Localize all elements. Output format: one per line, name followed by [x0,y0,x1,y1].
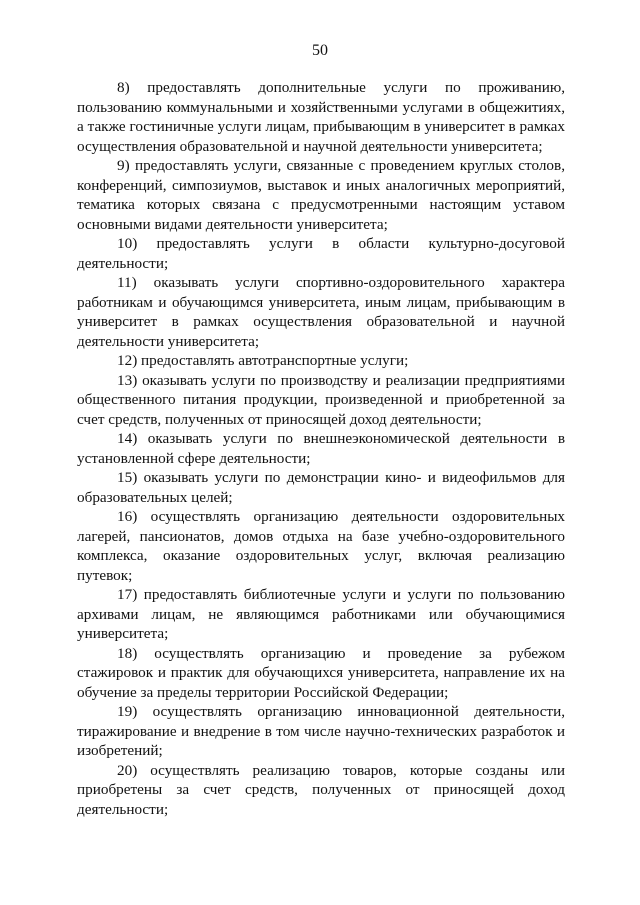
list-item: 16) осуществлять организацию деятельности оздоровительных лагерей, пансионатов, домов отдыха на базе учебно-оздоровительного комплекса, оказание оздоровительных услуг, включая реализацию путевок; [77,508,565,584]
list-item: 20) осуществлять реализацию товаров, которые созданы или приобретены за счет средств, полученных от приносящей доход деятельности; [77,761,565,818]
list-item: 14) оказывать услуги по внешнеэкономической деятельности в установленной сфере деятельности; [77,430,565,467]
page-number: 50 [312,42,328,59]
list-item: 10) предоставлять услуги в области культурно-досуговой деятельности; [77,235,565,272]
list-item: 19) осуществлять организацию инновационной деятельности, тиражирование и внедрение в том числе научно-технических разработок и изобретений; [77,703,565,759]
list-item: 8) предоставлять дополнительные услуги по проживанию, пользованию коммунальными и хозяйственными услугами в общежитиях, а также гостиничные услуги лицам, прибывающим в университет в рамках осуществления образовательной и научной деятельности университета; [77,79,565,155]
list-item: 17) предоставлять библиотечные услуги и услуги по пользованию архивами лицам, не являющимся работниками или обучающимися университета; [77,586,565,642]
list-item: 15) оказывать услуги по демонстрации кино- и видеофильмов для образовательных целей; [77,469,565,506]
document-body [77,78,565,819]
list-item: 9) предоставлять услуги, связанные с проведением круглых столов, конференций, симпозиумов, выставок и иных аналогичных мероприятий, тематика которых связана с предусмотренными настоящим уставом основными видами деятельности университета; [77,157,565,233]
list-item: 11) оказывать услуги спортивно-оздоровительного характера работникам и обучающимся университета, иным лицам, прибывающим в университет в рамках осуществления образовательной и научной деятельности университета; [77,274,565,350]
list-item: 13) оказывать услуги по производству и реализации предприятиями общественного питания продукции, произведенной и приобретенной за счет средств, полученных от приносящей доход деятельности; [77,371,565,428]
list-item: 18) осуществлять организацию и проведение за рубежом стажировок и практик для обучающихся университета, направление их на обучение за пределы территории Российской Федерации; [77,644,565,701]
list-item: 12) предоставлять автотранспортные услуги; [117,352,409,369]
